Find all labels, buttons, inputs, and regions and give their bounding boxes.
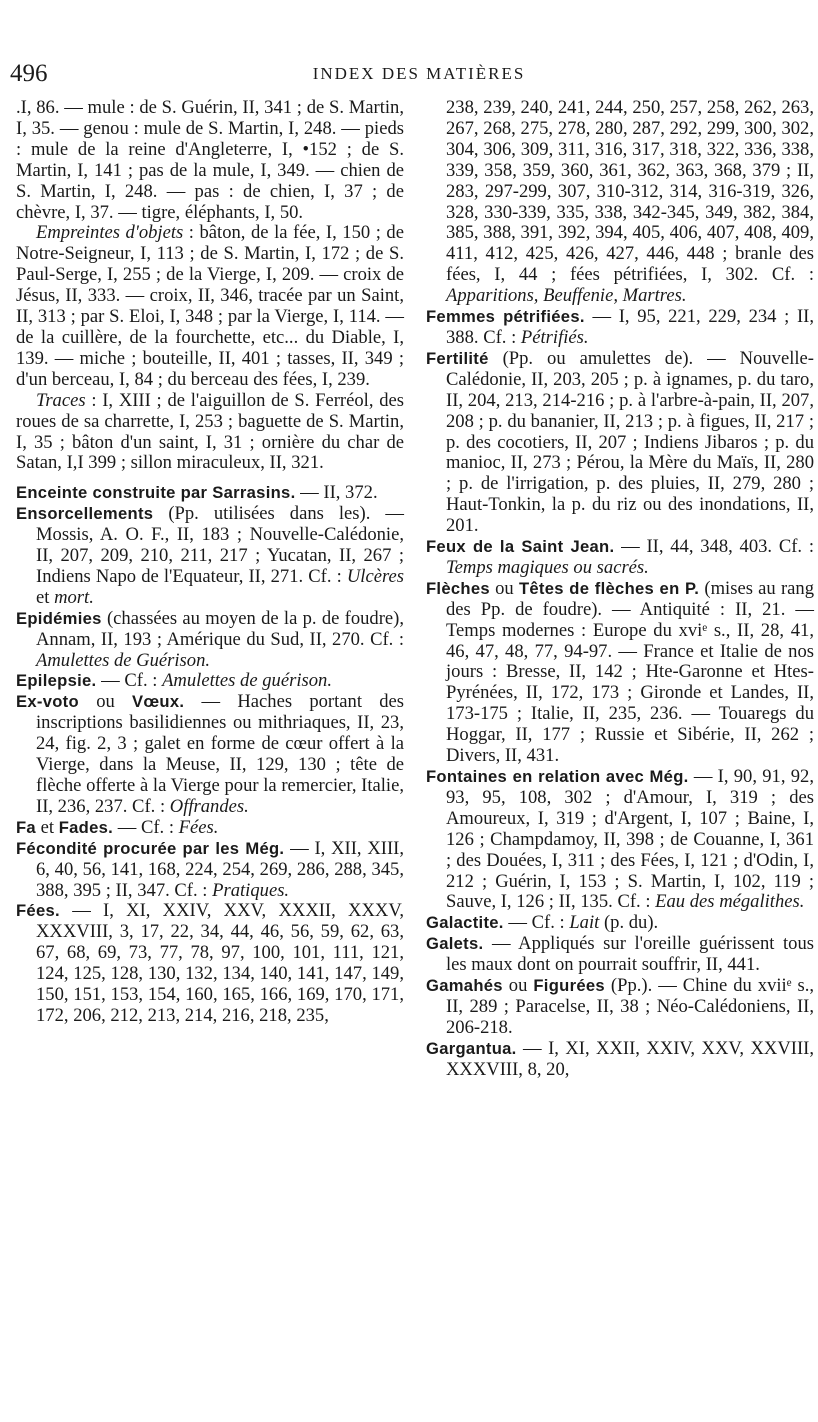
entry-heading: Fa [16,817,36,837]
entry-heading: Galactite. [426,913,504,933]
entry-heading: Gamahés [426,976,503,996]
entry-text: — I, XII, XIII, 6, 40, 56, 141, 168, 224, 254, 269, 286, 288, 345, 388, 395 ; II, 347. Cf. : [36,837,404,901]
continued-entry-fees [426,98,814,307]
page-number: 496 [10,60,48,87]
entry-fecondite [16,839,404,902]
entry-heading: Epidémies [16,608,102,628]
entry-text: (mises au rang des Pp. de foudre). — Antiquité : II, 21. — Temps modernes : Europe du xviᵉ s., II, 28, 41, 46, 47, 48, 77, 94-97. — France et Italie de nos jours : Bresse, II, 142 ; Hte-Garonne et Htes-Pyrénées, II, 172, 173 ; Gironde et Landes, II, 173-175 ; Italie, II, 235, 236. — Touaregs du Hoggar, II, 177 ; Russie et Sibérie, II, 262 ; Divers, II, 431. [446,577,814,767]
entry-heading: Fées. [16,901,60,921]
entry-fleches [426,579,814,767]
entry-heading: Gargantua. [426,1038,517,1058]
entry-text: et [36,586,55,608]
cross-reference: Ulcères [346,565,404,587]
subentry-label: Empreintes d'objets [36,222,184,244]
entry-text: .I, 86. — mule : de S. Guérin, II, 341 ; de S. Martin, I, 35. — genou : mule de S. Martin, I, 248. — pieds : mule de la reine d'Angleterre, I, •152 ; de S. Martin, I, 141 ; pas de la mule, I, 349. — chien de S. Martin, I, 248. — pas : de chien, I, 37 ; de chèvre, I, 37. — tigre, éléphants, I, 50. [16,97,404,223]
entry-feux-saint-jean [426,537,814,579]
continued-entry-empreintes [16,98,404,223]
entry-text: — II, 44, 348, 403. Cf. : [614,536,814,558]
entry-ensorcellements [16,504,404,609]
entry-heading: Flèches [426,578,490,598]
entry-text: — I, XI, XXIV, XXV, XXXII, XXXV, XXXVIII, 3, 17, 22, 34, 44, 46, 56, 59, 62, 63, 67, 68, 69, 73, 77, 78, 97, 100, 101, 111, 121, 124, 125, 128, 130, 132, 134, 140, 141, 147, 149, 150, 151, 153, 154, 160, 165, 166, 169, 170, 171, 172, 206, 212, 213, 214, 216, 218, 235, [36,900,404,1026]
entry-heading: Feux de la Saint Jean. [426,537,615,557]
cross-reference: Offrandes. [169,795,249,817]
entry-fees [16,901,404,1026]
entry-text: — Cf. : [503,912,570,934]
subentry-empreintes-objets [16,223,404,390]
entry-epilepsie [16,671,404,692]
cross-reference: Lait [569,912,600,934]
entry-text: — Cf. : [113,816,179,838]
entry-heading: Fades. [58,817,114,837]
cross-reference: Apparitions, Beuffenie, Martres. [446,285,687,307]
entry-heading: Enceinte construite par Sarrasins. [16,483,296,503]
entry-text: (chassées au moyen de la p. de foudre), Annam, II, 193 ; Amérique du Sud, II, 270. Cf. : [36,607,404,650]
entry-text: — I, 95, 221, 229, 234 ; II, 388. Cf. : [446,306,815,348]
entry-text: — Cf. : [96,670,163,692]
cross-reference: Amulettes de guérison. [162,670,332,692]
entry-heading: Ex-voto [16,692,79,712]
entry-text: 238, 239, 240, 241, 244, 250, 257, 258, 262, 263, 267, 268, 275, 278, 280, 287, 292, 299, 300, 302, 304, 306, 309, 311, 316, 317, 318, 322, 336, 338, 339, 358, 359, 360, 361, 362, 363, 368, 379 ; II, 283, 297-299, 307, 310-312, 314, 316-319, 326, 328, 330-339, 335, 338, 342-345, 349, 382, 384, 385, 388, 391, 392, 394, 405, 406, 407, 408, 409, 411, 412, 425, 426, 427, 446, 448 ; branle des fées, I, 44 ; fées pétrifiées, I, 302. Cf. : [446,97,814,286]
entry-text: et [35,816,59,838]
entry-fa-fades [16,818,404,839]
cross-reference: Temps magiques ou sacrés. [446,556,649,578]
cross-reference: Eau des mégalithes. [655,891,805,913]
entry-heading: Vœux. [132,692,185,712]
cross-reference: Fées. [178,816,219,838]
entry-heading: Fontaines en relation avec Még. [426,767,689,786]
entry-text: (Pp. utilisées dans les). — Mossis, A. O. F., II, 183 ; Nouvelle-Calédonie, II, 207, 209, 210, 211, 217 ; Yucatan, II, 267 ; Indiens Napo de l'Equateur, II, 271. Cf. : [36,503,404,587]
entry-text: ou [489,577,519,599]
cross-reference: Pratiques. [212,879,290,901]
cross-reference: mort. [54,586,94,608]
entry-ex-voto [16,692,404,817]
entry-text: (Pp. ou amulettes de). — Nouvelle-Calédonie, II, 203, 205 ; p. à ignames, p. du taro, II, 204, 213, 214-216 ; p. à l'arbre-à-pain, II, 207, 208 ; p. du bananier, II, 213 ; p. à figues, II, 217 ; p. des cocotiers, II, 207 ; Indiens Jibaros ; p. du manioc, II, 273 ; Pérou, la Mère du Maïs, II, 280 ; p. de l'irrigation, p. des pluies, II, 279, 280 ; Haut-Tonkin, la p. du riz ou des inondations, II, 201. [446,347,814,537]
entry-enceinte [16,483,404,504]
cross-reference: Amulettes de Guérison. [36,649,211,671]
entry-fontaines [426,767,814,913]
entry-text: — I, 90, 91, 92, 93, 95, 108, 302 ; d'Amour, I, 319 ; des Amoureux, I, 319 ; d'Argent, I, 107 ; Baine, I, 126 ; Champdamoy, II, 398 ; de Couanne, I, 361 ; des Douées, I, 311 ; des Fées, I, 121 ; d'Odin, I, 212 ; Guérin, I, 153 ; S. Martin, I, 102, 119 ; Sauve, I, 126 ; II, 135. Cf. : [446,766,815,913]
entry-heading: Têtes de flèches en P. [518,578,700,598]
entry-text: ou [78,691,133,713]
entry-epidemies [16,609,404,672]
entry-text: — I, XI, XXII, XXIV, XXV, XXVIII, XXXVIII, 8, 20, [446,1037,814,1080]
entry-heading: Galets. [426,934,484,954]
entry-galactite [426,913,814,934]
entry-heading: Femmes pétrifiées. [426,307,585,327]
entry-fertilite [426,349,814,537]
entry-text: (Pp.). — Chine du xviiᵉ s., II, 289 ; Paracelse, II, 38 ; Néo-Calédoniens, II, 206-218. [446,975,814,1038]
entry-text: ou [502,975,534,997]
cross-reference: Pétrifiés. [520,326,589,348]
entry-heading: Fécondité procurée par les Még. [16,838,285,858]
page-header [10,60,808,90]
subentry-text: : bâton, de la fée, I, 150 ; de Notre-Seigneur, I, 113 ; de S. Martin, I, 172 ; de S. Paul-Serge, I, 255 ; de la Vierge, I, 209. — croix de Jésus, II, 333. — croix, II, 346, tracée par un Saint, II, 313 ; par S. Eloi, I, 348 ; par la Vierge, I, 114. — de la cuillère, de la fourchette, etc... du Diable, I, 139. — miche ; bouteille, II, 401 ; tasses, II, 349 ; d'un berceau, I, 84 ; du berceau des fées, I, 239. [16,222,404,390]
left-column [16,98,404,1027]
entry-gamahes [426,976,814,1039]
entry-text: — Appliqués sur l'oreille guérissent tous les maux dont on pourrait souffrir, II, 441. [446,933,814,976]
entry-text: — Haches portant des inscriptions basilidiennes ou mithriaques, II, 23, 24, fig. 2, 3 ; galet en forme de cœur offert à la Vierge, dans la Meuse, II, 129, 130 ; tête de flèche offerte à la Vierge pour la remercier, Italie, II, 236, 237. Cf. : [36,691,405,817]
right-column [426,98,814,1081]
entry-galets [426,934,814,976]
entry-text: (p. du). [599,912,659,934]
entry-heading: Ensorcellements [16,504,154,524]
entry-femmes-petrifiees [426,307,814,349]
entry-heading: Epilepsie. [16,671,97,691]
subentry-text: : I, XIII ; de l'aiguillon de S. Ferréol, des roues de sa charrette, I, 253 ; baguette de S. Martin, I, 35 ; bâton d'un saint, I, 31 ; ornière du char de Satan, I,I 399 ; sillon miraculeux, II, 321. [16,389,404,474]
entry-gargantua [426,1039,814,1081]
subentry-traces [16,391,404,475]
entry-heading: Fertilité [426,348,489,368]
subentry-label: Traces [36,389,86,411]
entry-heading: Figurées [533,976,605,996]
entry-text: — II, 372. [295,482,378,504]
running-title: INDEX DES MATIÈRES [312,64,526,83]
